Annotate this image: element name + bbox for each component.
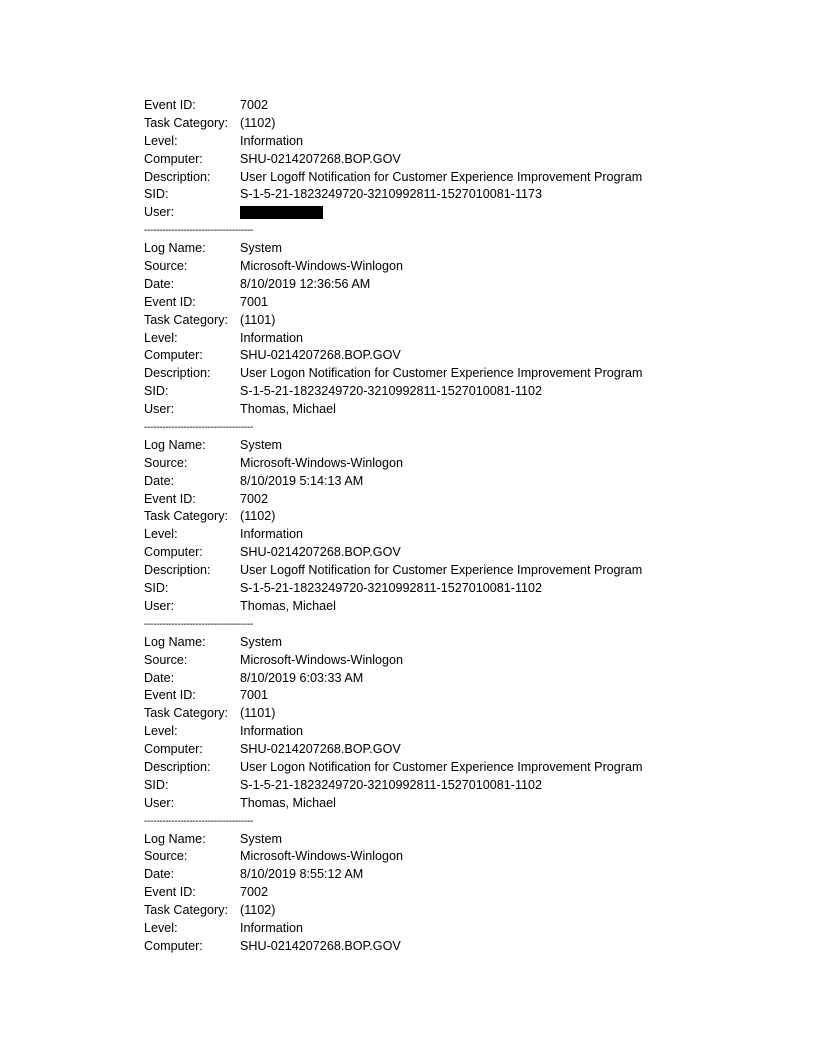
field-label: Computer: bbox=[144, 938, 203, 953]
field-label: Log Name: bbox=[144, 634, 206, 649]
field-label: Computer: bbox=[144, 348, 203, 363]
field-label: User: bbox=[144, 402, 175, 417]
event-record bbox=[144, 240, 704, 419]
field-value: SHU-0214207268.BOP.GOV bbox=[240, 545, 401, 560]
event-record bbox=[144, 437, 704, 616]
field-value: Thomas, Michael bbox=[240, 402, 336, 417]
field-value: 8/10/2019 8:55:12 AM bbox=[240, 867, 364, 882]
field-label: Description: bbox=[144, 169, 211, 184]
field-label: Level: bbox=[144, 724, 178, 739]
event-record bbox=[144, 831, 704, 956]
field-row bbox=[144, 670, 704, 688]
field-row bbox=[144, 204, 704, 222]
field-value: 8/10/2019 12:36:56 AM bbox=[240, 276, 371, 291]
field-row bbox=[144, 598, 704, 616]
field-label: Computer: bbox=[144, 545, 203, 560]
field-value: (1102) bbox=[240, 903, 276, 918]
field-row bbox=[144, 455, 704, 473]
field-label: Event ID: bbox=[144, 688, 196, 703]
field-label: Task Category: bbox=[144, 903, 228, 918]
field-value: System bbox=[240, 831, 282, 846]
field-label: Log Name: bbox=[144, 241, 206, 256]
field-value: 8/10/2019 5:14:13 AM bbox=[240, 473, 364, 488]
field-row bbox=[144, 795, 704, 813]
event-record bbox=[144, 97, 704, 222]
field-label: Date: bbox=[144, 276, 175, 291]
field-label: Event ID: bbox=[144, 885, 196, 900]
field-row bbox=[144, 258, 704, 276]
field-label: Log Name: bbox=[144, 831, 206, 846]
field-row bbox=[144, 902, 704, 920]
field-value: Information bbox=[240, 133, 303, 148]
field-row bbox=[144, 741, 704, 759]
field-row bbox=[144, 938, 704, 956]
field-row bbox=[144, 276, 704, 294]
field-row bbox=[144, 652, 704, 670]
field-value: SHU-0214207268.BOP.GOV bbox=[240, 938, 401, 953]
field-value: User Logoff Notification for Customer Experience Improvement Program bbox=[240, 169, 643, 184]
field-value: User Logoff Notification for Customer Experience Improvement Program bbox=[240, 563, 643, 578]
field-value: System bbox=[240, 241, 282, 256]
field-row bbox=[144, 544, 704, 562]
field-value: Microsoft-Windows-Winlogon bbox=[240, 259, 404, 274]
field-value: Information bbox=[240, 920, 303, 935]
field-label: Level: bbox=[144, 330, 178, 345]
field-value: User Logon Notification for Customer Experience Improvement Program bbox=[240, 366, 643, 381]
field-label: Computer: bbox=[144, 151, 203, 166]
field-row bbox=[144, 383, 704, 401]
field-row bbox=[144, 294, 704, 312]
field-row bbox=[144, 866, 704, 884]
field-label: Computer: bbox=[144, 742, 203, 757]
field-label: SID: bbox=[144, 581, 169, 596]
field-row bbox=[144, 920, 704, 938]
field-value: SHU-0214207268.BOP.GOV bbox=[240, 742, 401, 757]
field-row bbox=[144, 848, 704, 866]
field-label: Log Name: bbox=[144, 437, 206, 452]
field-label: Level: bbox=[144, 527, 178, 542]
field-row bbox=[144, 526, 704, 544]
field-value: Microsoft-Windows-Winlogon bbox=[240, 849, 404, 864]
field-label: Source: bbox=[144, 259, 188, 274]
field-value: Information bbox=[240, 724, 303, 739]
field-row bbox=[144, 705, 704, 723]
field-row bbox=[144, 330, 704, 348]
field-row bbox=[144, 884, 704, 902]
field-value: SHU-0214207268.BOP.GOV bbox=[240, 348, 401, 363]
record-separator: ------------------------------------ bbox=[144, 225, 254, 237]
field-row bbox=[144, 365, 704, 383]
field-label: Source: bbox=[144, 652, 188, 667]
field-row bbox=[144, 115, 704, 133]
field-row bbox=[144, 634, 704, 652]
field-label: Date: bbox=[144, 670, 175, 685]
field-value: 8/10/2019 6:03:33 AM bbox=[240, 670, 364, 685]
field-label: Date: bbox=[144, 473, 175, 488]
record-separator: ------------------------------------ bbox=[144, 422, 254, 434]
field-value: Information bbox=[240, 527, 303, 542]
field-label: SID: bbox=[144, 384, 169, 399]
field-row bbox=[144, 508, 704, 526]
field-row bbox=[144, 562, 704, 580]
field-row bbox=[144, 580, 704, 598]
field-value: (1102) bbox=[240, 509, 276, 524]
field-value: Microsoft-Windows-Winlogon bbox=[240, 652, 404, 667]
field-label: SID: bbox=[144, 777, 169, 792]
field-value: System bbox=[240, 437, 282, 452]
field-row bbox=[144, 347, 704, 365]
field-row bbox=[144, 133, 704, 151]
field-row bbox=[144, 777, 704, 795]
field-value: 7002 bbox=[240, 491, 269, 506]
field-row bbox=[144, 491, 704, 509]
field-value: S-1-5-21-1823249720-3210992811-1527010081-1102 bbox=[240, 581, 543, 596]
field-row bbox=[144, 151, 704, 169]
redaction-box bbox=[240, 206, 323, 219]
field-label: SID: bbox=[144, 187, 169, 202]
field-row bbox=[144, 401, 704, 419]
field-value: Thomas, Michael bbox=[240, 795, 336, 810]
field-row bbox=[144, 169, 704, 187]
field-value: User Logon Notification for Customer Experience Improvement Program bbox=[240, 759, 643, 774]
field-row bbox=[144, 240, 704, 258]
field-row bbox=[144, 723, 704, 741]
field-row bbox=[144, 437, 704, 455]
field-label: Source: bbox=[144, 849, 188, 864]
field-label: Description: bbox=[144, 366, 211, 381]
field-row bbox=[144, 312, 704, 330]
field-value: 7002 bbox=[240, 885, 269, 900]
field-label: Level: bbox=[144, 133, 178, 148]
field-value: (1102) bbox=[240, 115, 276, 130]
event-log-page bbox=[144, 97, 704, 956]
event-record bbox=[144, 634, 704, 813]
field-label: Task Category: bbox=[144, 115, 228, 130]
field-value: 7002 bbox=[240, 98, 269, 112]
field-label: User: bbox=[144, 205, 175, 220]
field-row bbox=[144, 759, 704, 777]
field-value: Information bbox=[240, 330, 303, 345]
field-row bbox=[144, 186, 704, 204]
field-label: Task Category: bbox=[144, 509, 228, 524]
field-label: Event ID: bbox=[144, 98, 196, 112]
field-label: Event ID: bbox=[144, 294, 196, 309]
field-value: S-1-5-21-1823249720-3210992811-1527010081-1102 bbox=[240, 777, 543, 792]
field-label: Description: bbox=[144, 759, 211, 774]
field-row bbox=[144, 473, 704, 491]
field-label: Source: bbox=[144, 455, 188, 470]
record-separator: ------------------------------------ bbox=[144, 815, 254, 827]
field-value: S-1-5-21-1823249720-3210992811-1527010081-1102 bbox=[240, 384, 543, 399]
field-label: Date: bbox=[144, 867, 175, 882]
field-value: 7001 bbox=[240, 688, 269, 703]
field-row bbox=[144, 687, 704, 705]
field-label: Task Category: bbox=[144, 312, 228, 327]
field-value: Microsoft-Windows-Winlogon bbox=[240, 455, 404, 470]
field-label: Description: bbox=[144, 563, 211, 578]
field-label: Level: bbox=[144, 920, 178, 935]
field-value: (1101) bbox=[240, 706, 276, 721]
field-label: Task Category: bbox=[144, 706, 228, 721]
field-label: Event ID: bbox=[144, 491, 196, 506]
field-label: User: bbox=[144, 795, 175, 810]
field-value bbox=[240, 204, 704, 222]
field-value: S-1-5-21-1823249720-3210992811-1527010081-1173 bbox=[240, 187, 543, 202]
field-value: System bbox=[240, 634, 282, 649]
field-row bbox=[144, 831, 704, 849]
record-separator: ------------------------------------ bbox=[144, 618, 254, 630]
field-value: 7001 bbox=[240, 294, 269, 309]
field-value: (1101) bbox=[240, 312, 276, 327]
field-value: SHU-0214207268.BOP.GOV bbox=[240, 151, 401, 166]
field-value: Thomas, Michael bbox=[240, 598, 336, 613]
field-label: User: bbox=[144, 598, 175, 613]
field-row bbox=[144, 97, 704, 115]
